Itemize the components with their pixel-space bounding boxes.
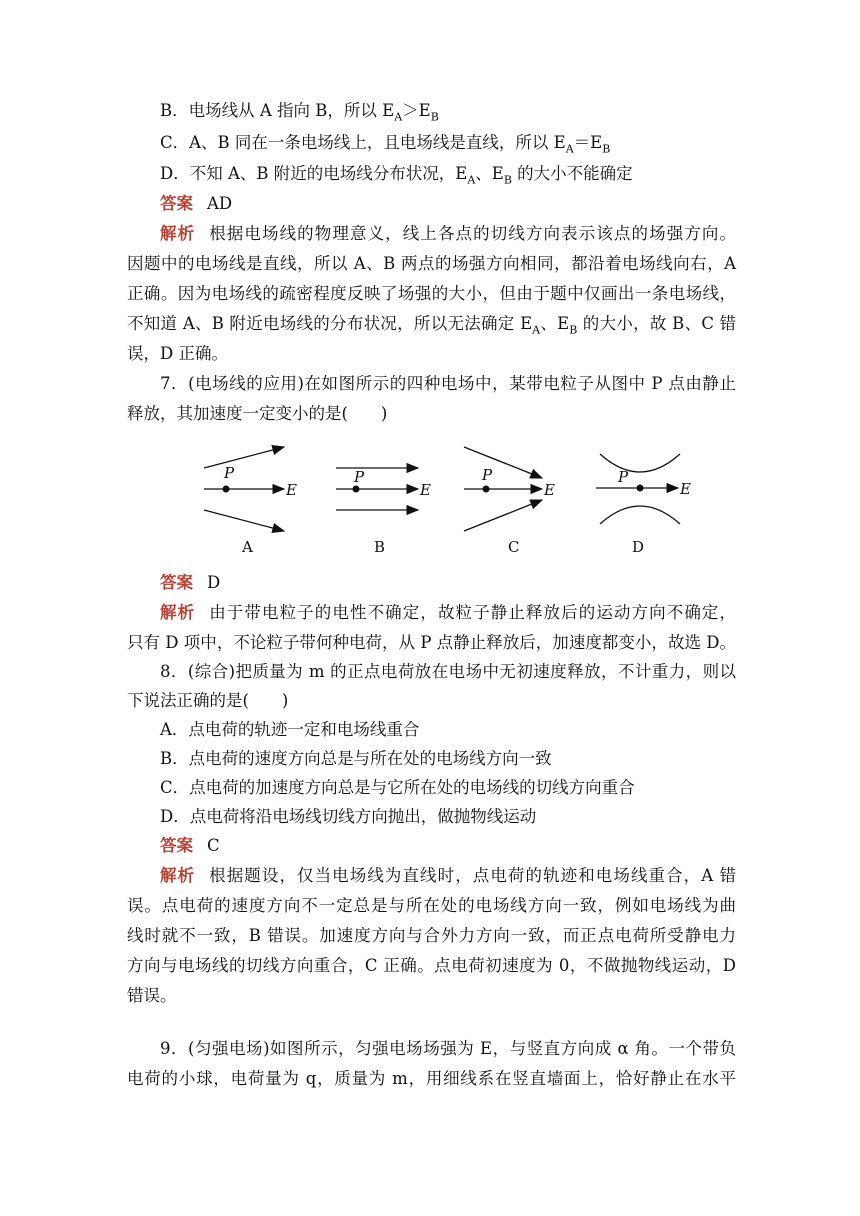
option-8b: B．点电荷的速度方向总是与所在处的电场线方向一致 bbox=[160, 749, 552, 768]
option-8c: C．点电荷的加速度方向总是与它所在处的电场线的切线方向重合 bbox=[160, 778, 635, 797]
figure-label-c: C bbox=[508, 538, 520, 556]
answer-8: 答案 C bbox=[160, 836, 220, 855]
field-label: E bbox=[680, 480, 691, 498]
point-label: P bbox=[224, 464, 235, 482]
field-diagram-d bbox=[596, 454, 691, 556]
question-7-line1: 7．(电场线的应用)在如图所示的四种电场中，某带电粒子从图中 P 点由静止 bbox=[160, 374, 736, 393]
electric-field-figure bbox=[196, 438, 696, 558]
explanation-8-line2: 误。点电荷的速度方向不一定总是与所在处的电场线方向一致，例如电场线为曲 bbox=[127, 896, 736, 915]
option-6b: B．电场线从 A 指向 B，所以 $E_A>E_B$ bbox=[160, 101, 439, 124]
question-8-line2: 下说法正确的是( ) bbox=[127, 691, 289, 710]
answer-tag: 答案 bbox=[160, 194, 193, 213]
figure-label-a: A bbox=[242, 538, 253, 556]
explanation-tag: 解析 bbox=[160, 224, 196, 243]
answer-7: 答案 D bbox=[160, 573, 221, 592]
explanation-6-line3: 正确。因为电场线的疏密程度反映了场强的大小，但由于题中仅画出一条电场线， bbox=[127, 284, 736, 303]
figure-label-d: D bbox=[632, 538, 645, 556]
question-7-line2: 释放，其加速度一定变小的是( ) bbox=[127, 404, 388, 423]
explanation-tag: 解析 bbox=[160, 603, 196, 622]
question-8-line1: 8．(综合)把质量为 m 的正点电荷放在电场中无初速度释放，不计重力，则以 bbox=[160, 662, 736, 681]
option-6c: C．A、B 同在一条电场线上，且电场线是直线，所以 $E_A=E_B$ bbox=[160, 133, 611, 156]
explanation-6-line1: 解析 根据电场线的物理意义，线上各点的切线方向表示该点的场强方向。 bbox=[160, 224, 737, 243]
explanation-6-line4: 不知道 A、B 附近电场线的分布状况，所以无法确定 $E_A$、$E_B$ 的大小，故 B、C 错 bbox=[127, 314, 736, 337]
answer-6: 答案 AD bbox=[160, 194, 233, 213]
field-diagram-a bbox=[204, 447, 297, 556]
option-8d: D．点电荷将沿电场线切线方向抛出，做抛物线运动 bbox=[160, 807, 537, 826]
explanation-8-line1: 解析 根据题设，仅当电场线为直线时，点电荷的轨迹和电场线重合，A 错 bbox=[160, 866, 736, 885]
field-diagram-b bbox=[336, 468, 431, 556]
point-label: P bbox=[618, 468, 629, 486]
answer-tag: 答案 bbox=[160, 836, 193, 855]
answer-tag: 答案 bbox=[160, 573, 193, 592]
field-label: E bbox=[286, 481, 297, 499]
figure-label-b: B bbox=[374, 538, 386, 556]
field-label: E bbox=[544, 481, 555, 499]
explanation-6-line5: 误，D 正确。 bbox=[127, 344, 228, 363]
explanation-7-line1: 解析 由于带电粒子的电性不确定，故粒子静止释放后的运动方向不确定， bbox=[160, 603, 737, 622]
explanation-8-line5: 错误。 bbox=[127, 986, 177, 1005]
explanation-8-line3: 线时就不一致，B 错误。加速度方向与合外力方向一致，而正点电荷所受静电力 bbox=[127, 926, 736, 945]
explanation-7-line2: 只有 D 项中，不论粒子带何种电荷，从 P 点静止释放后，加速度都变小，故选 D。 bbox=[127, 633, 736, 652]
field-diagram-c bbox=[464, 447, 555, 556]
question-9-line2: 电荷的小球，电荷量为 q，质量为 m，用细线系在竖直墙面上，恰好静止在水平 bbox=[127, 1069, 736, 1088]
option-6d: D．不知 A、B 附近的电场线分布状况，$E_A$、$E_B$ 的大小不能确定 bbox=[160, 164, 633, 187]
explanation-8-line4: 方向与电场线的切线方向重合，C 正确。点电荷初速度为 0，不做抛物线运动，D bbox=[127, 956, 736, 975]
question-9-line1: 9．(匀强电场)如图所示，匀强电场场强为 E，与竖直方向成 α 角。一个带负 bbox=[160, 1039, 736, 1058]
point-label: P bbox=[482, 466, 493, 484]
explanation-tag: 解析 bbox=[160, 866, 196, 885]
explanation-6-line2: 因题中的电场线是直线，所以 A、B 两点的场强方向相同，都沿着电场线向右，A bbox=[127, 254, 736, 273]
option-8a: A．点电荷的轨迹一定和电场线重合 bbox=[160, 720, 420, 739]
field-label: E bbox=[420, 481, 431, 499]
point-label: P bbox=[354, 468, 365, 486]
